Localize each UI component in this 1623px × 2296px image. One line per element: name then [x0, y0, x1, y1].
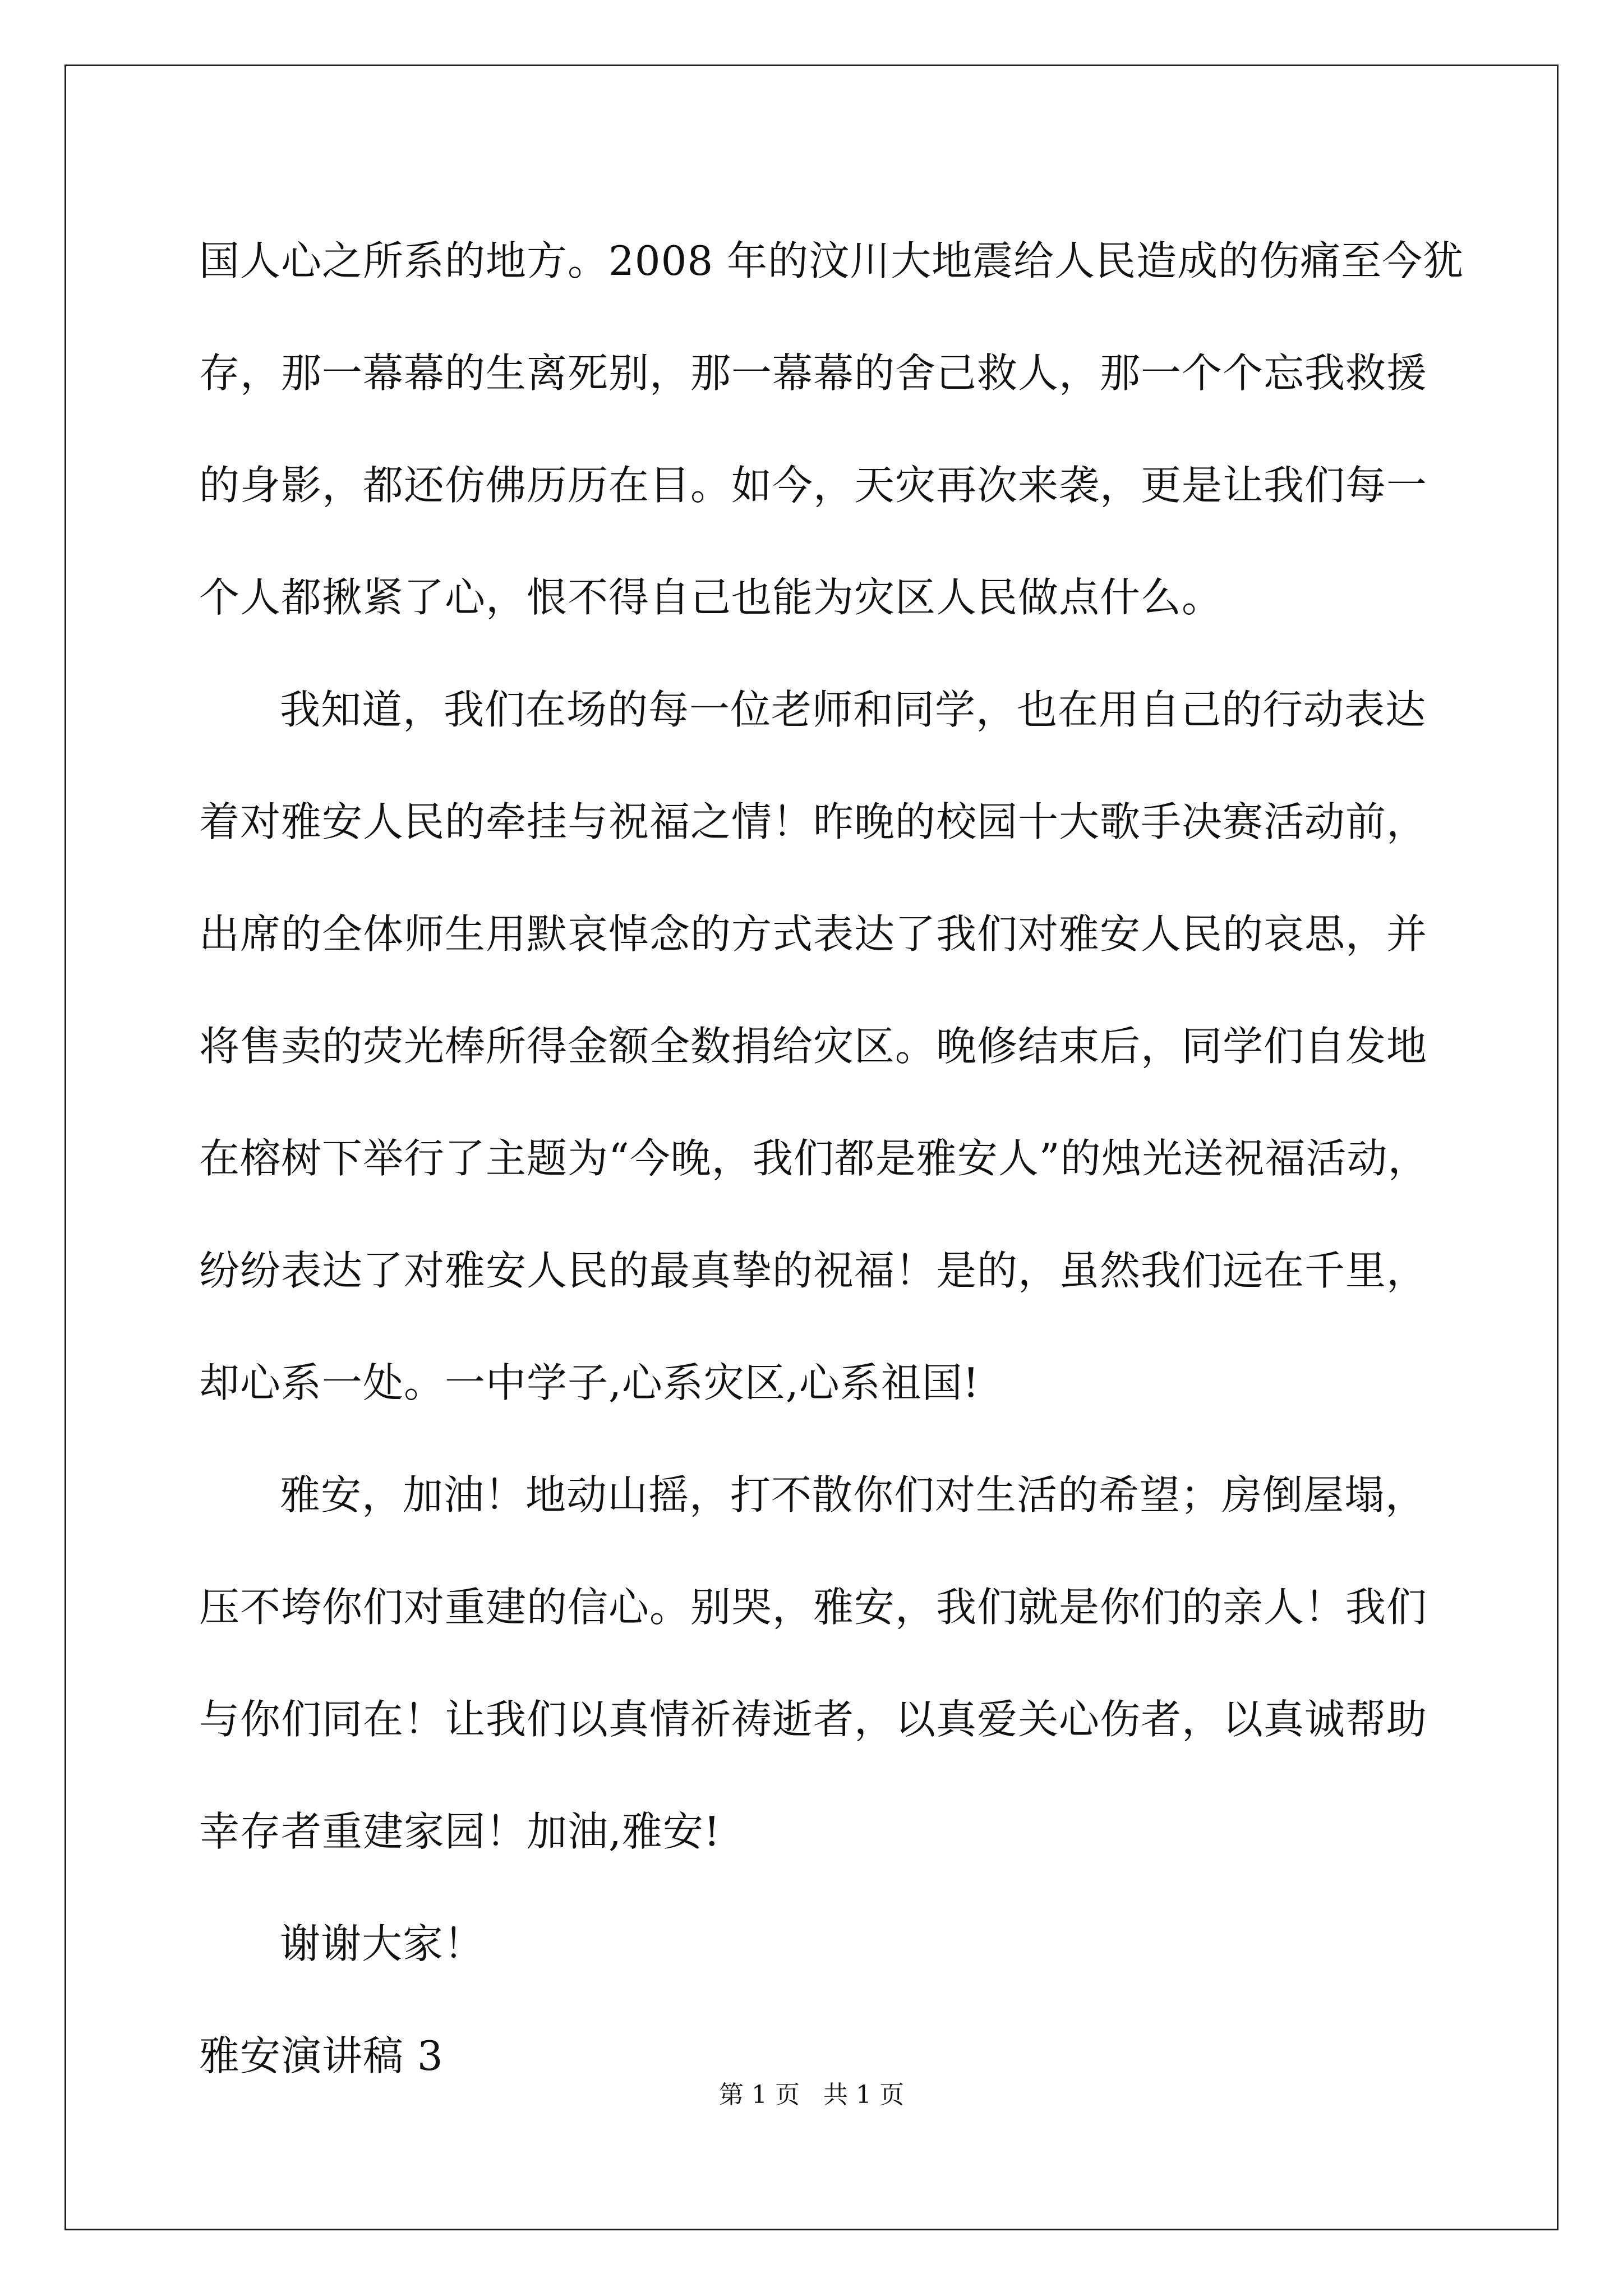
text-line: 压不垮你们对重建的信心。别哭，雅安，我们就是你们的亲人！我们 [199, 1584, 1428, 1631]
page-footer: 第 1 页 共 1 页 [719, 2081, 904, 2109]
text-line: 却心系一处。一中学子,心系灾区,心系祖国! [199, 1359, 980, 1406]
text-line: 将售卖的荧光棒所得金额全数捐给灾区。晚修结束后，同学们自发地 [199, 1023, 1428, 1070]
text-line: 幸存者重建家园！加油,雅安! [199, 1808, 721, 1855]
document-body [199, 205, 1464, 2112]
text-line: 纷纷表达了对雅安人民的最真挚的祝福！是的，虽然我们远在千里， [199, 1247, 1428, 1294]
paragraph-start-line: 雅安，加油！地动山摇，打不散你们对生活的希望；房倒屋塌， [280, 1471, 1427, 1519]
text-line: 存，那一幕幕的生离死别，那一幕幕的舍己救人，那一个个忘我救援 [199, 349, 1428, 397]
text-line: 着对雅安人民的牵挂与祝福之情！昨晚的校园十大歌手决赛活动前， [199, 798, 1428, 845]
text-line: 的身影，都还仿佛历历在目。如今，天灾再次来袭，更是让我们每一 [199, 462, 1428, 509]
paragraph-start-line: 我知道，我们在场的每一位老师和同学，也在用自己的行动表达 [280, 686, 1427, 733]
text-line: 出席的全体师生用默哀悼念的方式表达了我们对雅安人民的哀思，并 [199, 910, 1428, 958]
text-line: 在榕树下举行了主题为“今晚，我们都是雅安人”的烛光送祝福活动， [199, 1135, 1429, 1182]
text-line: 国人心之所系的地方。2008 年的汶川大地震给人民造成的伤痛至今犹 [199, 237, 1464, 284]
text-line: 个人都揪紧了心，恨不得自己也能为灾区人民做点什么。 [199, 574, 1223, 621]
section-heading: 雅安演讲稿 3 [199, 2032, 444, 2079]
text-line: 与你们同在！让我们以真情祈祷逝者，以真爱关心伤者，以真诚帮助 [199, 1696, 1428, 1743]
closing-line: 谢谢大家！ [280, 1920, 485, 1967]
